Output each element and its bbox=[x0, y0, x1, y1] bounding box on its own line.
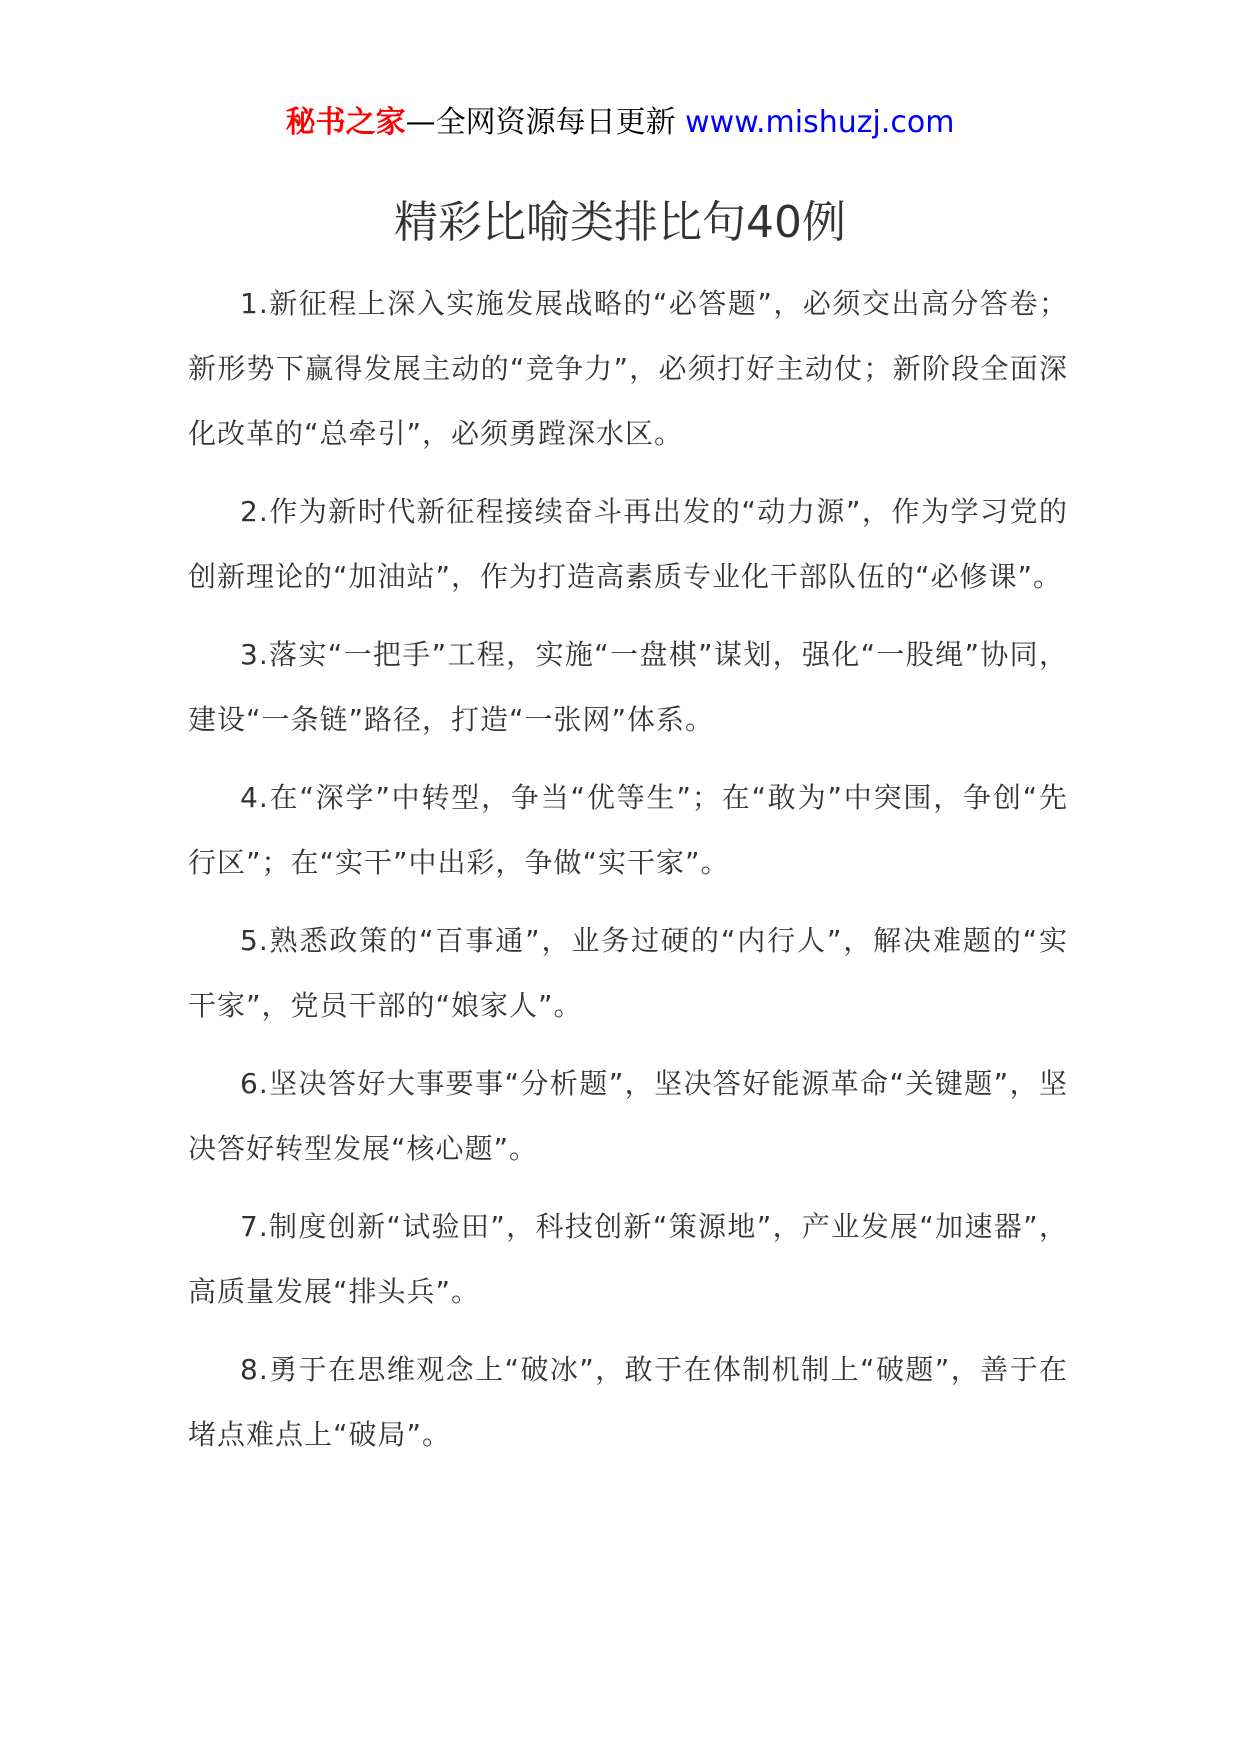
paragraph-5: 5.熟悉政策的“百事通”，业务过硬的“内行人”，解决难题的“实干家”，党员干部的“娘家人”。 bbox=[188, 924, 1068, 1022]
paragraph-7: 7.制度创新“试验田”，科技创新“策源地”，产业发展“加速器”，高质量发展“排头兵”。 bbox=[188, 1210, 1068, 1308]
document-body bbox=[188, 271, 1068, 1480]
paragraph-6: 6.坚决答好大事要事“分析题”，坚决答好能源革命“关键题”，坚决答好转型发展“核心题”。 bbox=[188, 1067, 1068, 1165]
header-tagline: —全网资源每日更新 bbox=[405, 105, 686, 140]
paragraph-8: 8.勇于在思维观念上“破冰”，敢于在体制机制上“破题”，善于在堵点难点上“破局”。 bbox=[188, 1353, 1068, 1451]
paragraph-1: 1.新征程上深入实施发展战略的“必答题”，必须交出高分答卷；新形势下赢得发展主动的“竞争力”，必须打好主动仗；新阶段全面深化改革的“总牵引”，必须勇蹚深水区。 bbox=[188, 287, 1068, 450]
document-title: 精彩比喻类排比句40例 bbox=[394, 197, 846, 248]
paragraph-4: 4.在“深学”中转型，争当“优等生”；在“敢为”中突围，争创“先行区”；在“实干”中出彩，争做“实干家”。 bbox=[188, 781, 1068, 879]
paragraph-3: 3.落实“一把手”工程，实施“一盘棋”谋划，强化“一股绳”协同，建设“一条链”路径，打造“一张网”体系。 bbox=[188, 638, 1068, 736]
paragraph-2: 2.作为新时代新征程接续奋斗再出发的“动力源”，作为学习党的创新理论的“加油站”，作为打造高素质专业化干部队伍的“必修课”。 bbox=[188, 495, 1068, 593]
site-url-link[interactable]: www.mishuzj.com bbox=[685, 105, 955, 140]
site-header bbox=[0, 100, 1240, 146]
brand-name: 秘书之家 bbox=[285, 105, 406, 140]
